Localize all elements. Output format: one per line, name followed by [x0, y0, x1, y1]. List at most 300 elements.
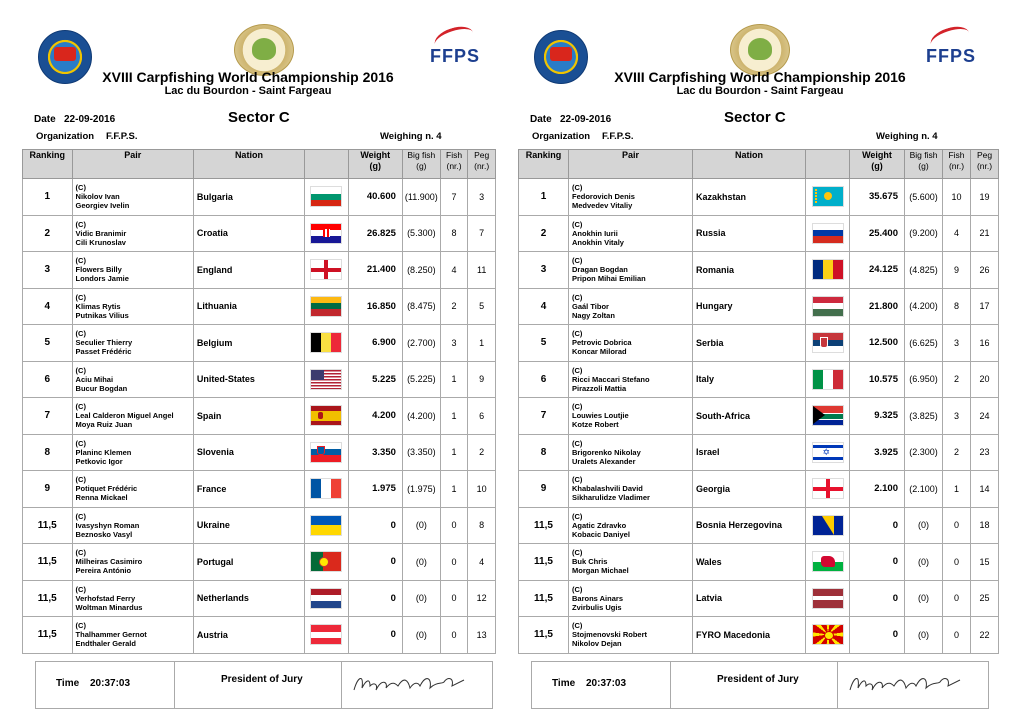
peg-cell: 21	[971, 215, 999, 252]
fish-count-cell: 0	[943, 580, 971, 617]
captain-mark: (C)	[572, 292, 583, 302]
pair-cell	[72, 580, 193, 617]
angler-1: Buk Chris	[572, 557, 608, 567]
table-row	[23, 252, 496, 289]
weighing-number: Weighing n. 4	[876, 131, 938, 142]
nation-cell: Bulgaria	[193, 179, 304, 216]
big-fish-cell: (0)	[905, 617, 943, 654]
nation-cell: Belgium	[193, 325, 304, 362]
peg-cell: 4	[468, 544, 496, 581]
weight-cell: 3.925	[850, 434, 905, 471]
pair-cell	[569, 471, 693, 508]
table-row	[519, 179, 999, 216]
france-flag-icon	[310, 478, 342, 499]
big-fish-cell: (11.900)	[402, 179, 440, 216]
rank-cell: 6	[23, 361, 73, 398]
header-pair: Pair	[72, 150, 193, 179]
fish-count-cell: 1	[440, 434, 468, 471]
angler-1: Dragan Bogdan	[572, 265, 628, 275]
header-nation: Nation	[193, 150, 304, 179]
flag-cell	[304, 434, 348, 471]
table-row	[23, 434, 496, 471]
big-fish-cell: (2.100)	[905, 471, 943, 508]
bulgaria-flag-icon	[310, 186, 342, 207]
fish-count-cell: 1	[440, 398, 468, 435]
weight-cell: 16.850	[348, 288, 402, 325]
angler-2: Beznosko Vasyl	[75, 529, 133, 539]
table-row	[23, 507, 496, 544]
angler-2: Passet Frédéric	[75, 347, 132, 357]
header-flag	[806, 150, 850, 179]
time-label: Time	[552, 678, 576, 689]
captain-mark: (C)	[572, 511, 583, 521]
big-fish-cell: (5.225)	[402, 361, 440, 398]
nation-cell: Austria	[193, 617, 304, 654]
table-row	[23, 325, 496, 362]
angler-2: Renna Mickael	[75, 493, 128, 503]
peg-cell: 16	[971, 325, 999, 362]
sheet-footer	[35, 661, 493, 709]
angler-2: Nikolov Dejan	[572, 639, 622, 649]
nation-cell: Russia	[693, 215, 806, 252]
pair-cell	[569, 617, 693, 654]
angler-1: Klimas Rytis	[75, 301, 121, 311]
flag-cell	[806, 361, 850, 398]
peg-cell: 5	[468, 288, 496, 325]
pair-cell	[569, 580, 693, 617]
captain-mark: (C)	[572, 183, 583, 193]
nation-cell: Hungary	[693, 288, 806, 325]
angler-1: Barons Ainars	[572, 593, 623, 603]
header-big-fish: Big fish (g)	[905, 150, 943, 179]
flag-cell	[806, 398, 850, 435]
angler-2: Anokhin Vitaly	[572, 237, 624, 247]
peg-cell: 23	[971, 434, 999, 471]
angler-2: Woltman Minardus	[75, 602, 143, 612]
rank-cell: 9	[23, 471, 73, 508]
table-row	[23, 361, 496, 398]
big-fish-cell: (0)	[905, 580, 943, 617]
flag-cell	[806, 288, 850, 325]
time-value: 20:37:03	[586, 678, 627, 689]
championship-title: XVIII Carpfishing World Championship 2016	[102, 69, 394, 85]
captain-mark: (C)	[572, 438, 583, 448]
angler-2: Koncar Milorad	[572, 347, 627, 357]
flag-cell	[806, 215, 850, 252]
header-big-fish: Big fish (g)	[402, 150, 440, 179]
pair-cell	[569, 507, 693, 544]
peg-cell: 25	[971, 580, 999, 617]
big-fish-cell: (2.300)	[905, 434, 943, 471]
angler-2: Pereira António	[75, 566, 132, 576]
captain-mark: (C)	[572, 548, 583, 558]
rank-cell: 6	[519, 361, 569, 398]
fish-count-cell: 1	[440, 361, 468, 398]
fish-count-cell: 3	[943, 325, 971, 362]
flag-cell	[304, 544, 348, 581]
flag-cell	[304, 252, 348, 289]
angler-2: Uralets Alexander	[572, 456, 636, 466]
peg-cell: 13	[468, 617, 496, 654]
championship-title: XVIII Carpfishing World Championship 2016	[614, 69, 906, 85]
weight-cell: 0	[348, 617, 402, 654]
pair-cell	[72, 361, 193, 398]
peg-cell: 17	[971, 288, 999, 325]
rank-cell: 8	[23, 434, 73, 471]
lithuania-flag-icon	[310, 296, 342, 317]
weight-cell: 0	[348, 507, 402, 544]
angler-2: Kotze Robert	[572, 420, 619, 430]
rank-cell: 11,5	[23, 507, 73, 544]
captain-mark: (C)	[75, 548, 86, 558]
big-fish-cell: (3.350)	[402, 434, 440, 471]
pair-cell	[72, 434, 193, 471]
flag-cell	[806, 544, 850, 581]
date-label: Date	[530, 114, 552, 125]
slovenia-flag-icon	[310, 442, 342, 463]
rank-cell: 11,5	[519, 544, 569, 581]
weight-cell: 12.500	[850, 325, 905, 362]
big-fish-cell: (1.975)	[402, 471, 440, 508]
big-fish-cell: (0)	[905, 544, 943, 581]
flag-cell	[806, 580, 850, 617]
peg-cell: 26	[971, 252, 999, 289]
time-value: 20:37:03	[90, 678, 131, 689]
table-row	[23, 398, 496, 435]
big-fish-cell: (0)	[905, 507, 943, 544]
angler-1: Seculier Thierry	[75, 338, 133, 348]
flag-cell	[304, 580, 348, 617]
weight-cell: 0	[850, 507, 905, 544]
big-fish-cell: (4.200)	[402, 398, 440, 435]
header-weight: Weight (g)	[348, 150, 402, 179]
latvia-flag-icon	[812, 588, 844, 609]
nation-cell: Portugal	[193, 544, 304, 581]
fish-count-cell: 2	[440, 288, 468, 325]
organization-label: Organization	[532, 131, 591, 142]
captain-mark: (C)	[75, 292, 86, 302]
pair-cell	[569, 434, 693, 471]
angler-1: Flowers Billy	[75, 265, 122, 275]
angler-1: Planinc Klemen	[75, 447, 132, 457]
fish-count-cell: 3	[943, 398, 971, 435]
pair-cell	[72, 288, 193, 325]
angler-1: Anokhin Iurii	[572, 228, 618, 238]
flag-cell	[304, 288, 348, 325]
nation-cell: Slovenia	[193, 434, 304, 471]
captain-mark: (C)	[572, 402, 583, 412]
fish-count-cell: 4	[943, 215, 971, 252]
big-fish-cell: (0)	[402, 617, 440, 654]
captain-mark: (C)	[75, 256, 86, 266]
italy-flag-icon	[812, 369, 844, 390]
pair-cell	[72, 215, 193, 252]
captain-mark: (C)	[572, 256, 583, 266]
angler-2: Pirazzoli Mattia	[572, 383, 627, 393]
fish-count-cell: 8	[440, 215, 468, 252]
captain-mark: (C)	[572, 365, 583, 375]
angler-2: Zvirbulis Ugis	[572, 602, 622, 612]
date-value: 22-09-2016	[560, 114, 612, 125]
sheet-header	[496, 18, 1024, 108]
nation-cell: Bosnia Herzegovina	[693, 507, 806, 544]
fish-count-cell: 0	[440, 617, 468, 654]
table-row	[519, 544, 999, 581]
angler-1: Vidic Branimir	[75, 228, 127, 238]
bosnia-flag-icon	[812, 515, 844, 536]
rank-cell: 4	[519, 288, 569, 325]
angler-1: Gaál Tibor	[572, 301, 609, 311]
angler-1: Ricci Maccari Stefano	[572, 374, 650, 384]
spain-flag-icon	[310, 405, 342, 426]
angler-1: Aciu Mihai	[75, 374, 114, 384]
big-fish-cell: (5.600)	[905, 179, 943, 216]
rank-cell: 5	[23, 325, 73, 362]
rank-cell: 7	[519, 398, 569, 435]
header-nation: Nation	[693, 150, 806, 179]
pair-cell	[569, 544, 693, 581]
fish-count-cell: 10	[943, 179, 971, 216]
pair-cell	[72, 179, 193, 216]
flag-cell	[806, 179, 850, 216]
big-fish-cell: (4.825)	[905, 252, 943, 289]
header-peg: Peg (nr.)	[468, 150, 496, 179]
angler-2: Bucur Bogdan	[75, 383, 128, 393]
header-peg: Peg (nr.)	[971, 150, 999, 179]
fish-count-cell: 1	[943, 471, 971, 508]
fish-count-cell: 3	[440, 325, 468, 362]
peg-cell: 6	[468, 398, 496, 435]
flag-cell	[806, 471, 850, 508]
captain-mark: (C)	[75, 621, 86, 631]
wales-flag-icon	[812, 551, 844, 572]
flag-cell	[304, 179, 348, 216]
angler-1: Potiquet Frédéric	[75, 484, 138, 494]
weight-cell: 10.575	[850, 361, 905, 398]
peg-cell: 8	[468, 507, 496, 544]
peg-cell: 10	[468, 471, 496, 508]
angler-2: Pripon Mihai Emilian	[572, 274, 646, 284]
big-fish-cell: (6.625)	[905, 325, 943, 362]
president-of-jury-label: President of Jury	[221, 674, 303, 685]
pair-cell	[72, 252, 193, 289]
peg-cell: 15	[971, 544, 999, 581]
nation-cell: Croatia	[193, 215, 304, 252]
rank-cell: 11,5	[23, 580, 73, 617]
weight-cell: 0	[348, 544, 402, 581]
time-label: Time	[56, 678, 80, 689]
weight-cell: 5.225	[348, 361, 402, 398]
weight-cell: 0	[850, 617, 905, 654]
angler-2: Kobacic Daniyel	[572, 529, 630, 539]
fish-count-cell: 8	[943, 288, 971, 325]
weighing-number: Weighing n. 4	[380, 131, 442, 142]
pair-cell	[569, 288, 693, 325]
fish-count-cell: 0	[943, 544, 971, 581]
nation-cell: South-Africa	[693, 398, 806, 435]
weight-cell: 40.600	[348, 179, 402, 216]
date-label: Date	[34, 114, 56, 125]
rank-cell: 2	[23, 215, 73, 252]
pair-cell	[72, 507, 193, 544]
captain-mark: (C)	[75, 584, 86, 594]
peg-cell: 24	[971, 398, 999, 435]
weight-cell: 25.400	[850, 215, 905, 252]
weight-cell: 6.900	[348, 325, 402, 362]
captain-mark: (C)	[572, 584, 583, 594]
flag-cell	[806, 507, 850, 544]
angler-1: Leal Calderon Miguel Angel	[75, 411, 174, 421]
angler-2: Putnikas Vilius	[75, 310, 129, 320]
header-pair: Pair	[569, 150, 693, 179]
peg-cell: 9	[468, 361, 496, 398]
angler-2: Endthaler Gerald	[75, 639, 136, 649]
angler-2: Moya Ruiz Juan	[75, 420, 133, 430]
table-row	[519, 507, 999, 544]
sheet-footer	[531, 661, 989, 709]
kazakhstan-flag-icon	[812, 186, 844, 207]
rank-cell: 11,5	[519, 617, 569, 654]
flag-cell	[304, 361, 348, 398]
nation-cell: Netherlands	[193, 580, 304, 617]
nation-cell: Kazakhstan	[693, 179, 806, 216]
england-flag-icon	[310, 259, 342, 280]
table-row	[519, 398, 999, 435]
big-fish-cell: (4.200)	[905, 288, 943, 325]
nation-cell: Italy	[693, 361, 806, 398]
fish-count-cell: 0	[440, 507, 468, 544]
hungary-flag-icon	[812, 296, 844, 317]
fish-count-cell: 9	[943, 252, 971, 289]
fish-count-cell: 0	[943, 507, 971, 544]
big-fish-cell: (2.700)	[402, 325, 440, 362]
nation-cell: Latvia	[693, 580, 806, 617]
peg-cell: 14	[971, 471, 999, 508]
angler-2: Petkovic Igor	[75, 456, 123, 466]
georgia-flag-icon	[812, 478, 844, 499]
flag-cell	[304, 507, 348, 544]
captain-mark: (C)	[572, 219, 583, 229]
captain-mark: (C)	[75, 365, 86, 375]
nation-cell: Romania	[693, 252, 806, 289]
fish-count-cell: 2	[943, 361, 971, 398]
peg-cell: 19	[971, 179, 999, 216]
table-row	[519, 434, 999, 471]
angler-1: Stojmenovski Robert	[572, 630, 648, 640]
fish-count-cell: 1	[440, 471, 468, 508]
table-row	[519, 361, 999, 398]
captain-mark: (C)	[75, 402, 86, 412]
weight-cell: 3.350	[348, 434, 402, 471]
flag-cell	[806, 252, 850, 289]
flag-cell	[806, 325, 850, 362]
big-fish-cell: (9.200)	[905, 215, 943, 252]
weight-cell: 0	[348, 580, 402, 617]
usa-flag-icon	[310, 369, 342, 390]
austria-flag-icon	[310, 624, 342, 645]
organization-value: F.F.P.S.	[106, 131, 138, 142]
rank-cell: 9	[519, 471, 569, 508]
angler-1: Agatic Zdravko	[572, 520, 627, 530]
table-header-row	[519, 150, 999, 179]
angler-1: Nikolov Ivan	[75, 192, 120, 202]
nation-cell: Spain	[193, 398, 304, 435]
fish-count-cell: 4	[440, 252, 468, 289]
nation-cell: Serbia	[693, 325, 806, 362]
table-row	[519, 471, 999, 508]
pair-cell	[569, 361, 693, 398]
rank-cell: 1	[23, 179, 73, 216]
fish-count-cell: 2	[943, 434, 971, 471]
pair-cell	[72, 398, 193, 435]
header-weight: Weight (g)	[850, 150, 905, 179]
venue-subtitle: Lac du Bourdon - Saint Fargeau	[164, 85, 332, 97]
rank-cell: 11,5	[519, 507, 569, 544]
peg-cell: 7	[468, 215, 496, 252]
rank-cell: 11,5	[519, 580, 569, 617]
angler-1: Fedorovich Denis	[572, 192, 635, 202]
weight-cell: 21.800	[850, 288, 905, 325]
angler-2: Medvedev Vitaliy	[572, 201, 633, 211]
rank-cell: 8	[519, 434, 569, 471]
table-row	[519, 617, 999, 654]
big-fish-cell: (0)	[402, 507, 440, 544]
captain-mark: (C)	[75, 475, 86, 485]
weight-cell: 35.675	[850, 179, 905, 216]
big-fish-cell: (8.250)	[402, 252, 440, 289]
weight-cell: 1.975	[348, 471, 402, 508]
pair-cell	[569, 398, 693, 435]
organization-label: Organization	[36, 131, 95, 142]
nation-cell: United-States	[193, 361, 304, 398]
table-row	[519, 252, 999, 289]
flag-cell	[304, 325, 348, 362]
signature-icon	[348, 668, 468, 700]
weight-cell: 4.200	[348, 398, 402, 435]
serbia-flag-icon	[812, 332, 844, 353]
captain-mark: (C)	[75, 511, 86, 521]
rank-cell: 1	[519, 179, 569, 216]
results-table	[22, 149, 496, 654]
captain-mark: (C)	[75, 219, 86, 229]
big-fish-cell: (8.475)	[402, 288, 440, 325]
rank-cell: 2	[519, 215, 569, 252]
peg-cell: 20	[971, 361, 999, 398]
table-row	[519, 580, 999, 617]
captain-mark: (C)	[75, 183, 86, 193]
signature-icon	[844, 668, 964, 700]
angler-1: Verhofstad Ferry	[75, 593, 136, 603]
header-ranking: Ranking	[519, 150, 569, 179]
flag-cell	[304, 471, 348, 508]
pair-cell	[569, 215, 693, 252]
rank-cell: 3	[23, 252, 73, 289]
weight-cell: 24.125	[850, 252, 905, 289]
angler-2: Sikharulidze Vladimer	[572, 493, 650, 503]
flag-cell	[806, 617, 850, 654]
president-of-jury-label: President of Jury	[717, 674, 799, 685]
flag-cell	[304, 617, 348, 654]
table-row	[23, 215, 496, 252]
header-ranking: Ranking	[23, 150, 73, 179]
russia-flag-icon	[812, 223, 844, 244]
table-row	[519, 325, 999, 362]
captain-mark: (C)	[572, 621, 583, 631]
rank-cell: 4	[23, 288, 73, 325]
angler-1: Khabalashvili David	[572, 484, 643, 494]
captain-mark: (C)	[75, 438, 86, 448]
sheet-header	[0, 18, 496, 108]
